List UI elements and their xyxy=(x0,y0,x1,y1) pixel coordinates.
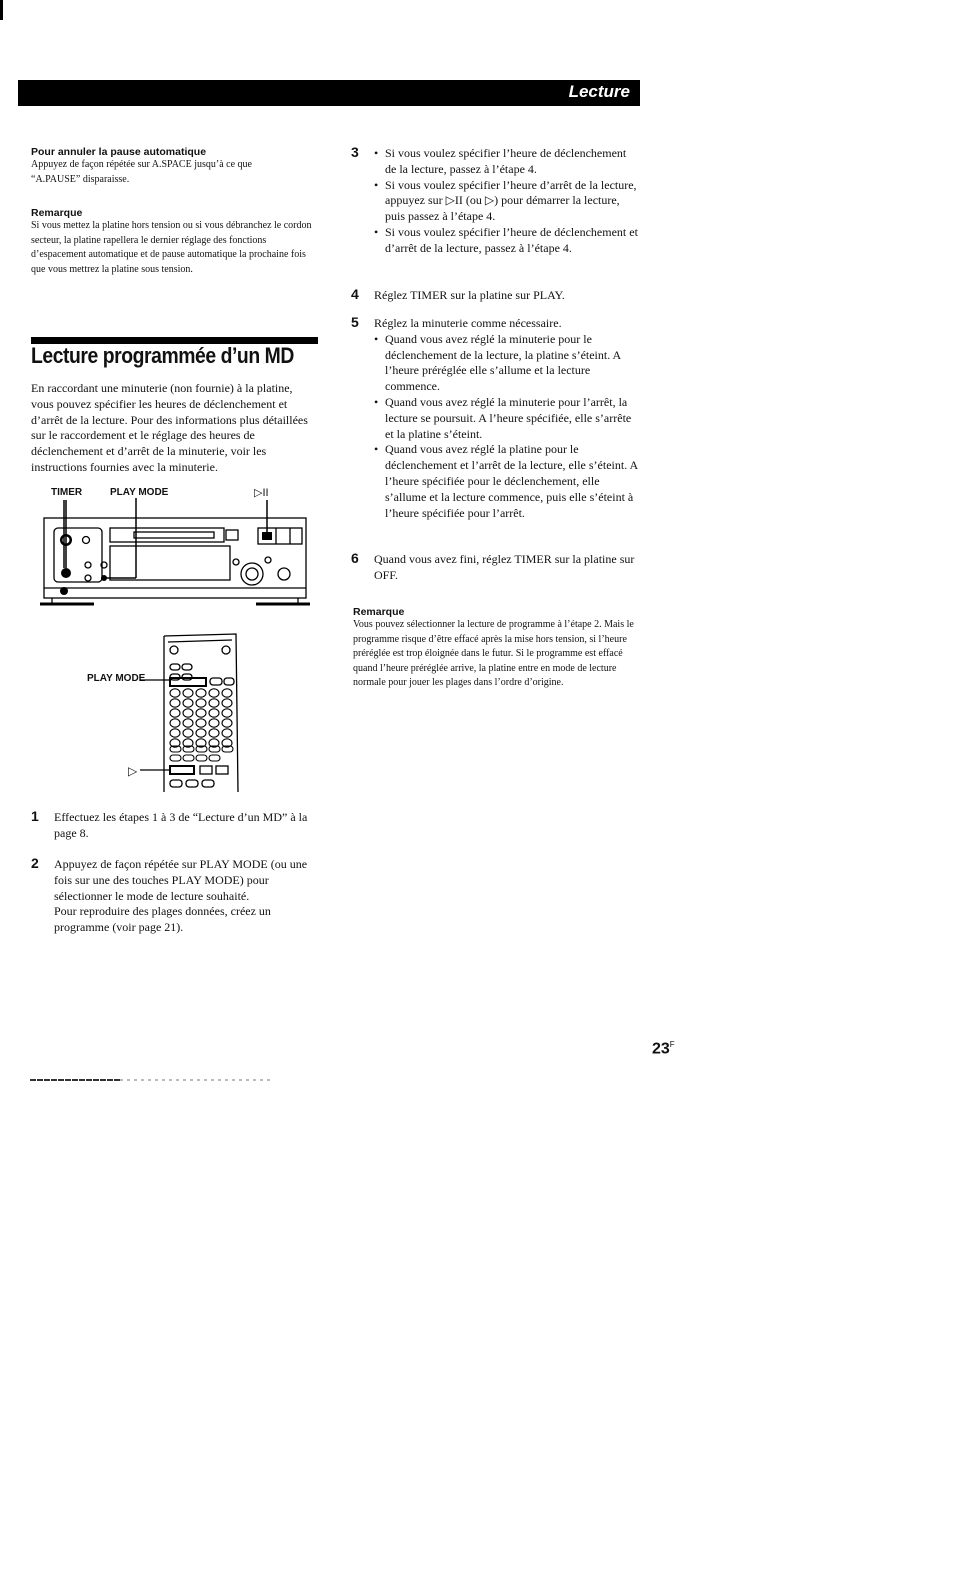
remote-key xyxy=(170,689,180,697)
label-play-mode: PLAY MODE xyxy=(110,487,169,498)
section-intro-block xyxy=(31,381,318,476)
remote-key xyxy=(222,689,232,697)
section-title: Lecture programmée d’un MD xyxy=(31,343,294,368)
label-timer: TIMER xyxy=(51,487,83,498)
step-3-number: 3 xyxy=(351,144,359,160)
step-5-bullets xyxy=(374,332,639,522)
remote-key xyxy=(196,689,206,697)
step-4-number: 4 xyxy=(351,286,359,302)
right-remark-heading: Remarque xyxy=(353,606,405,618)
remote-key xyxy=(170,755,181,761)
remote-key xyxy=(222,719,232,727)
remote-key xyxy=(209,699,219,707)
section-header-bar xyxy=(18,80,640,106)
right-remark-block xyxy=(353,606,643,691)
remote-key xyxy=(183,689,193,697)
step-4-text: Réglez TIMER sur la platine sur PLAY. xyxy=(374,288,565,302)
page-number-value: 23 xyxy=(652,1040,670,1058)
remote-control-illustration xyxy=(140,628,250,794)
step-6-number: 6 xyxy=(351,550,359,566)
step-5-number: 5 xyxy=(351,314,359,330)
remote-key xyxy=(183,719,193,727)
remote-key xyxy=(209,755,220,761)
right-remark-text: Vous pouvez sélectionner la lecture de programme à l’étape 2. Mais le programme risque d’être effacé après la mise hors tension, si l’heure préréglée est trop éloignée dans le futur. Si le programme est effacé quand l’heure préréglée arrive, la platine entre en mode de lecture normale pour jouer les plages dans l’ordre d’origine. xyxy=(353,619,634,688)
remote-key xyxy=(170,719,180,727)
remote-key xyxy=(209,719,219,727)
step-3-bullet: • Si vous voulez spécifier l’heure de déclenchement de la lecture, passez à l’étape 4. xyxy=(374,146,639,178)
step-5-text: Réglez la minuterie comme nécessaire. xyxy=(374,316,562,330)
remote-key xyxy=(209,709,219,717)
remote-key xyxy=(196,709,206,717)
remote-key xyxy=(222,699,232,707)
header-title: Lecture xyxy=(568,82,630,101)
cancel-pause-text: Appuyez de façon répétée sur A.SPACE jusqu’à ce que “A.PAUSE” disparaisse. xyxy=(31,159,252,185)
remote-key xyxy=(183,729,193,737)
step-2-extra: Pour reproduire des plages données, créez un programme (voir page 21). xyxy=(54,904,271,935)
step-2-number: 2 xyxy=(31,855,39,871)
section-intro: En raccordant une minuterie (non fournie) à la platine, vous pouvez spécifier les heures de déclenchement et d’arrêt de la lecture. Pour des informations plus détaillées sur le raccordement et le réglage des heures de déclenchement et d’arrêt de la minuterie, voir les instructions fournies avec la minuterie. xyxy=(31,381,308,474)
step-3-bullets xyxy=(374,146,639,257)
remote-key xyxy=(222,729,232,737)
left-remark-text: Si vous mettez la platine hors tension ou si vous débranchez le cordon secteur, la platine rapellera le dernier réglage des fonctions d’espacement automatique et de pause automatique la prochaine fois que vous mettrez la platine sous tension. xyxy=(31,220,312,275)
remote-key xyxy=(196,699,206,707)
left-remark-block xyxy=(31,207,321,277)
step-6-text: Quand vous avez fini, réglez TIMER sur la platine sur OFF. xyxy=(374,552,635,582)
remote-key xyxy=(196,755,207,761)
remote-key xyxy=(183,755,194,761)
step-1-number: 1 xyxy=(31,808,39,824)
step-5-bullet: • Quand vous avez réglé la minuterie pour l’arrêt, la lecture se poursuit. A l’heure spécifiée, elle s’arrête et la platine s’éteint. xyxy=(374,395,639,442)
step-5-bullet: • Quand vous avez réglé la platine pour le déclenchement et l’arrêt de la lecture, elle s’éteint. A l’heure spécifiée pour le déclenchement, elle s’allume et la lecture commence, puis elle s’éteint à l’heure spécifiée pour l’arrêt. xyxy=(374,442,639,521)
page-number xyxy=(652,1040,675,1058)
step-3-bullet: • Si vous voulez spécifier l’heure de déclenchement et d’arrêt de la lecture, passez à l’étape 4. xyxy=(374,225,639,257)
remote-key xyxy=(183,709,193,717)
remote-key xyxy=(196,719,206,727)
cancel-pause-block xyxy=(31,146,321,187)
label-remote-play: ▷ xyxy=(128,764,138,778)
remote-key xyxy=(170,709,180,717)
remote-key xyxy=(183,699,193,707)
left-remark-heading: Remarque xyxy=(31,207,83,219)
remote-key xyxy=(209,729,219,737)
label-play-pause: ▷II xyxy=(254,487,269,499)
step-3-bullet: • Si vous voulez spécifier l’heure d’arrêt de la lecture, appuyez sur ▷II (ou ▷) pour démarrer la lecture, puis passez à l’étape 4. xyxy=(374,178,639,225)
remote-key xyxy=(170,729,180,737)
remote-key xyxy=(222,709,232,717)
step-5-bullet: • Quand vous avez réglé la minuterie pour le déclenchement de la lecture, la platine s’éteint. A l’heure préréglée elle s’allume et la lecture commence. xyxy=(374,332,639,395)
label-remote-play-mode: PLAY MODE xyxy=(87,673,146,684)
page-edge-mark xyxy=(0,0,3,20)
step-1-text: Effectuez les étapes 1 à 3 de “Lecture d’un MD” à la page 8. xyxy=(54,810,308,840)
page-number-suffix: F xyxy=(669,1040,675,1049)
remote-key xyxy=(209,689,219,697)
remote-key xyxy=(170,699,180,707)
cancel-pause-heading: Pour annuler la pause automatique xyxy=(31,146,207,158)
remote-key xyxy=(196,729,206,737)
scan-artifact xyxy=(30,1076,270,1084)
step-2-text: Appuyez de façon répétée sur PLAY MODE (ou une fois sur une des touches PLAY MODE) pour sélectionner le mode de lecture souhaité. xyxy=(54,857,308,903)
md-deck-illustration xyxy=(40,498,312,610)
